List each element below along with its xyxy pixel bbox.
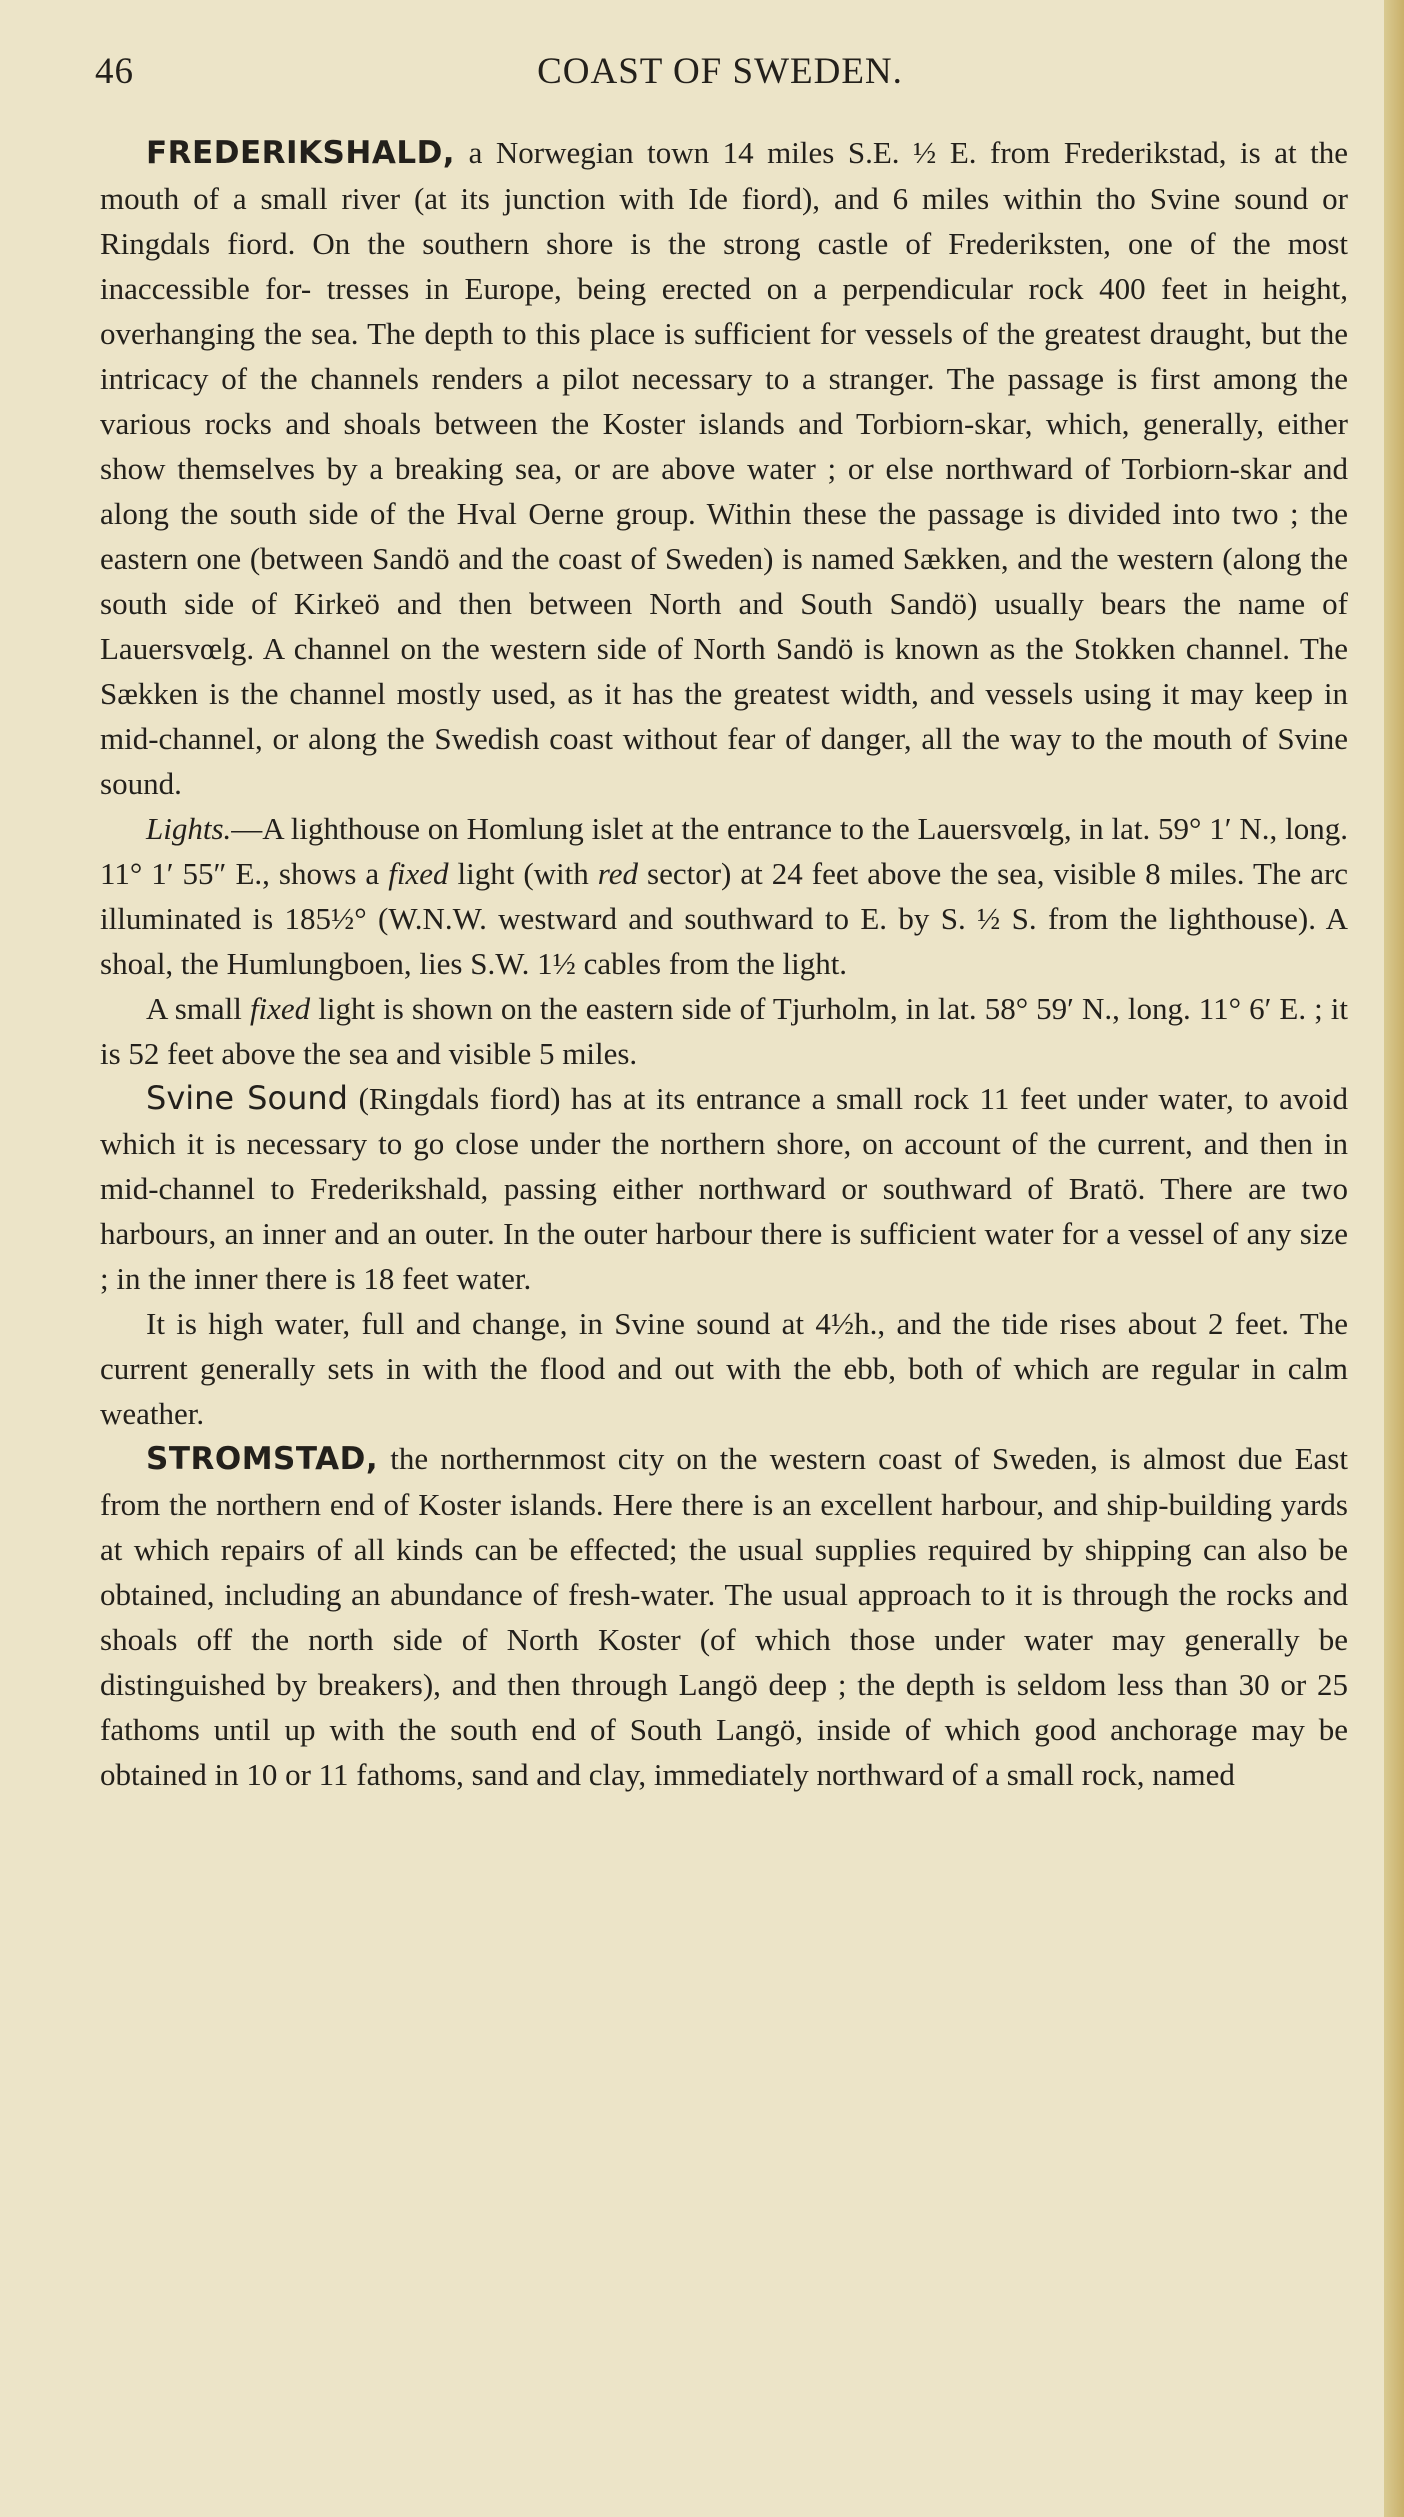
text-line: —A lighthouse on Homlung islet at the entrance to the Lauersvœlg, xyxy=(231,811,1072,846)
text-line: light (with xyxy=(457,856,589,891)
text-line: westward and southward to E. by S. ½ S. from the lighthouse). A shoal, the xyxy=(100,901,1348,981)
text-line: under water, to avoid which it is necessary to go close under the northern xyxy=(100,1081,1349,1161)
text-line: light is shown on the eastern side of Tjurholm, in lat. xyxy=(318,991,977,1026)
text-line: Frederikstad, is at the mouth of a small river (at its junction with Ide fiord), xyxy=(100,135,1349,216)
emphasis-red: red xyxy=(597,856,638,891)
text-line: Torbiorn-skar and along the south side of the Hval Oerne group. Within xyxy=(100,451,1348,531)
text-line: water may generally be distinguished by breakers), and then through Langö xyxy=(100,1622,1348,1702)
paragraph-svine-sound xyxy=(100,1076,1348,1301)
section-heading-lights: Lights. xyxy=(146,811,232,846)
text-line: end of South Langö, inside of which good anchorage may be obtained in 10 xyxy=(100,1712,1348,1792)
text-line: including an abundance of fresh-water. The usual approach to it is through xyxy=(224,1577,1169,1612)
text-line: the coast of Sweden) is named Sækken, and the western (along the south side xyxy=(100,541,1348,621)
body-text xyxy=(100,130,1348,1797)
text-line: passing either northward or southward of Bratö. There are two harbours, xyxy=(100,1171,1349,1251)
text-line: between the Koster islands and Torbiorn-skar, which, generally, either show xyxy=(100,406,1348,486)
text-line: about 2 feet. The current generally sets in with the flood and out with the xyxy=(100,1306,1349,1386)
text-line: overhanging the sea. The depth to this place is sufficient for vessels of the xyxy=(100,316,1035,351)
text-line: themselves by a breaking sea, or are above water ; or else northward of xyxy=(177,451,1111,486)
text-line: an inner and an outer. In the outer harbour there is sufficient water for a xyxy=(224,1216,1121,1251)
text-line: the northernmost city on the western coast of Sweden, xyxy=(390,1441,1098,1476)
text-line: these the passage is divided into two ; the eastern one (between Sandö and xyxy=(100,496,1348,576)
text-line: of Lauersvœlg. A channel on the western side of North Sandö is known as xyxy=(100,586,1348,666)
text-line: shore, on account of the current, and then in mid-channel to Frederikshald, xyxy=(100,1126,1349,1206)
text-line: the rocks and shoals off the north side of North Koster (of which those under xyxy=(100,1577,1349,1657)
text-line: ebb, both of which are regular in calm weather. xyxy=(100,1351,1349,1431)
text-line: tresses in Europe, being erected on a perpendicular rock 400 feet in height, xyxy=(326,271,1348,306)
text-line: sector) at xyxy=(647,856,763,891)
text-line: is almost due East from the northern end of Koster islands. Here there is xyxy=(100,1441,1348,1522)
text-line: It is high water, full and change, in Svine sound at 4½h., and the tide rises xyxy=(146,1306,1117,1341)
text-line: in lat. 59° 1′ N., long. 11° 1′ 55″ E., shows a xyxy=(100,811,1348,891)
place-heading-svine-sound: Svine Sound xyxy=(146,1079,348,1117)
page-edge xyxy=(1384,0,1404,2517)
paragraph-lights xyxy=(100,806,1348,986)
text-line: Swedish coast without fear of danger, all the way to the mouth of Svine sound. xyxy=(100,721,1348,801)
text-line: vessel of any size ; in the inner there is 18 feet water. xyxy=(100,1216,1348,1296)
page-number: 46 xyxy=(95,51,134,92)
text-line: the Stokken channel. The Sækken is the channel mostly used, as it has the xyxy=(100,631,1349,711)
text-line: shore is the strong castle of Frederiksten, one of the most inaccessible for- xyxy=(100,226,1348,306)
text-line: to a stranger. The passage is first among the various rocks and shoals xyxy=(100,361,1349,441)
page-header xyxy=(95,50,1345,100)
text-line: Humlungboen, lies S.W. 1½ cables from the light. xyxy=(226,946,848,981)
paragraph-tjurholm xyxy=(100,986,1348,1076)
text-line: A small xyxy=(146,991,242,1026)
text-line: 24 feet above the sea, visible 8 miles. The arc illuminated is 185½° (W.N.W. xyxy=(100,856,1349,936)
paragraph-stromstad xyxy=(100,1436,1348,1797)
running-title: COAST OF SWEDEN. xyxy=(537,51,903,92)
place-heading-stromstad: STROMSTAD, xyxy=(146,1441,379,1477)
text-line: can be effected; the usual supplies required by shipping can also be obtained, xyxy=(100,1532,1348,1612)
text-line: of Kirkeö and then between North and South Sandö) usually bears the name xyxy=(251,586,1306,621)
text-line: 58° 59′ N., long. 11° 6′ E. ; it is 52 feet above the sea and visible 5 miles. xyxy=(100,991,1349,1071)
text-line: a Norwegian town 14 miles S.E. ½ E. from xyxy=(468,135,1051,170)
text-line: or 11 fathoms, sand and clay, immediately northward of a small rock, named xyxy=(285,1757,1235,1792)
text-line: (Ringdals fiord) has at its entrance a small rock 11 feet xyxy=(358,1081,1067,1116)
paragraph-frederikshald xyxy=(100,130,1348,806)
text-line: and 6 miles within tho Svine sound or Ringdals fiord. On the southern xyxy=(100,181,1348,261)
text-line: greatest width, and vessels using it may keep in mid-channel, or along the xyxy=(100,676,1348,756)
text-line: greatest draught, but the intricacy of the channels renders a pilot necessary xyxy=(100,316,1348,396)
place-heading-frederikshald: FREDERIKSHALD, xyxy=(146,135,456,171)
paragraph-tides xyxy=(100,1301,1348,1436)
emphasis-fixed: fixed xyxy=(249,991,311,1026)
text-line: deep ; the depth is seldom less than 30 or 25 fathoms until up with the south xyxy=(100,1667,1349,1747)
text-line: an excellent harbour, and ship-building yards at which repairs of all kinds xyxy=(100,1487,1348,1567)
emphasis-fixed: fixed xyxy=(388,856,449,891)
